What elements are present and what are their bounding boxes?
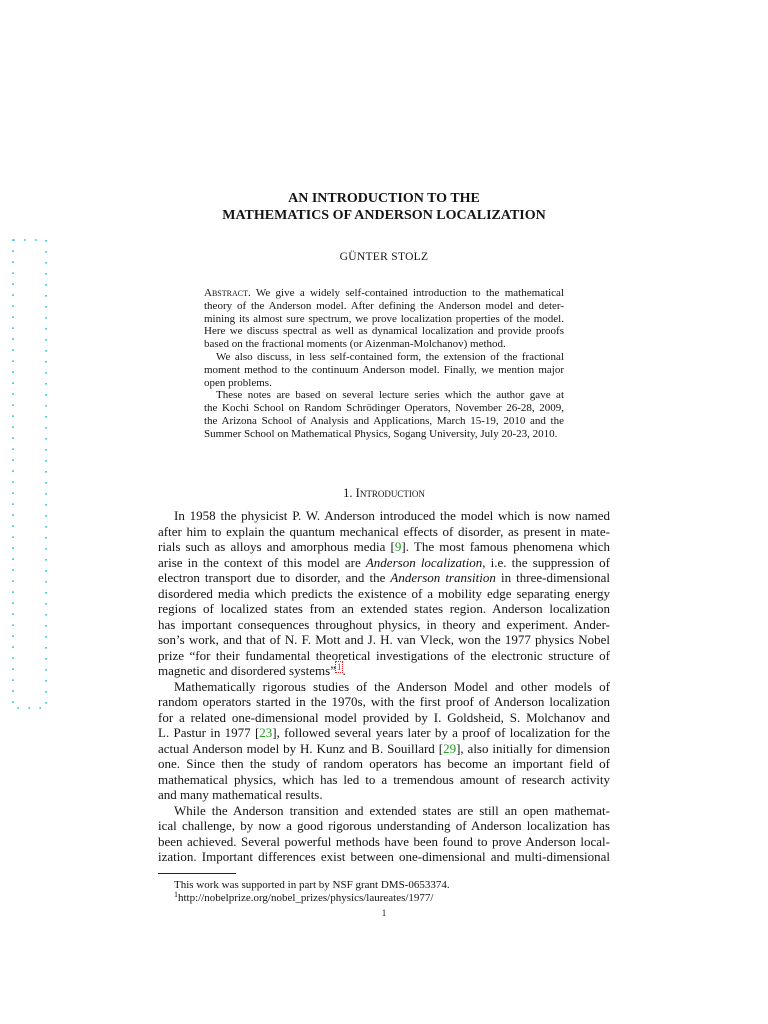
text-run: ], also initially for dimension	[456, 740, 610, 756]
abstract	[204, 287, 564, 441]
text-line	[158, 741, 610, 757]
paragraph	[204, 351, 564, 389]
text-line	[158, 803, 610, 819]
text-run: son’s work, and that of N. F. Mott and J. H. van Vleck, won the 1977 physics Nobel	[158, 632, 610, 647]
text-run: Summer School on Mathematical Physics, Sogang University, July 20-23, 2010.	[204, 427, 558, 440]
text-line	[158, 570, 610, 586]
text-line	[158, 617, 610, 633]
footnote-1	[174, 892, 614, 905]
text-line	[158, 648, 610, 664]
text-run: and many mathematical results.	[158, 787, 323, 802]
text-line	[158, 710, 610, 726]
text-run: ], followed several years later by a proof of localization for the	[272, 725, 610, 740]
text-line	[158, 694, 610, 710]
abstract-label: Abstract.	[204, 287, 251, 299]
text-line	[204, 338, 564, 351]
text-run: one. Since then the study of random operators has become an important field of	[158, 756, 610, 771]
text-line	[204, 287, 564, 300]
footnote-marker: 1	[174, 890, 178, 899]
paragraph	[158, 508, 610, 679]
text-run: open problems.	[204, 376, 272, 389]
text-run: We also discuss, in less self-contained form, the extension of the fractional	[216, 350, 564, 363]
paragraph	[158, 803, 610, 865]
page-number: 1	[381, 908, 387, 918]
footnote-ref-link[interactable]: 1	[336, 662, 342, 672]
text-line	[204, 428, 564, 441]
text-line	[204, 313, 564, 326]
text-line	[204, 402, 564, 415]
text-run: for a related one-dimensional model provided by I. Goldsheid, S. Molchanov and	[158, 709, 610, 725]
text-run: theory of the Anderson model. After defining the Anderson model and deter-	[204, 299, 564, 312]
text-line	[158, 679, 610, 695]
title-line: AN INTRODUCTION TO THE	[288, 191, 480, 206]
text-run: based on the fractional moments (or Aizenman-Molchanov) method.	[204, 338, 506, 351]
paragraph	[158, 679, 610, 803]
text-run: In 1958 the physicist P. W. Anderson introduced the model which is now named	[174, 508, 610, 523]
footnote-text: This work was supported in part by NSF grant DMS-0653374.	[174, 879, 450, 891]
citation-link[interactable]: 29	[443, 740, 457, 756]
text-run: disordered media which predicts the existence of a mobility edge separating energy	[158, 585, 610, 601]
text-run: has important consequences throughout physics, in theory and experiment. Ander-	[158, 616, 610, 632]
text-run: been achieved. Several powerful methods have been found to prove Anderson local-	[158, 833, 610, 849]
citation-link[interactable]: 23	[259, 725, 273, 740]
title-line: MATHEMATICS OF ANDERSON LOCALIZATION	[222, 208, 546, 223]
dotted-border	[13, 240, 46, 708]
paragraph	[204, 287, 564, 351]
text-line	[204, 364, 564, 377]
text-line	[158, 555, 610, 571]
text-run: rials such as alloys and amorphous media [	[158, 539, 395, 554]
text-run: the Kochi School on Random Schrödinger Operators, November 26-28, 2009,	[204, 402, 564, 415]
text-line	[158, 508, 610, 524]
text-run: mathematical physics, which has led to a tremendous amount of research activity	[158, 771, 610, 787]
paper-title	[0, 190, 768, 224]
text-run: ]. The most famous phenomena which	[401, 539, 610, 554]
text-line	[158, 772, 610, 788]
text-run: electron transport due to disorder, and the	[158, 570, 391, 585]
text-run: .	[342, 663, 346, 678]
text-run: after him to explain the quantum mechanical effects of disorder, as present in mate-	[158, 523, 610, 539]
section-number: 1.	[343, 486, 353, 500]
text-run: arise in the context of this model are	[158, 554, 366, 570]
text-run: These notes are based on several lecture series which the author gave at	[216, 389, 564, 402]
emphasized-term: Anderson transition	[390, 570, 496, 585]
text-run: random operators started in the 1970s, with the first proof of Anderson localization	[158, 694, 610, 709]
text-line	[158, 818, 610, 834]
text-run: We give a widely self-contained introduction to the mathematical	[250, 287, 564, 299]
text-run: magnetic and disordered systems”	[158, 663, 336, 678]
emphasized-term: Anderson localization	[365, 554, 483, 570]
text-line	[204, 325, 564, 338]
text-line	[158, 834, 610, 850]
funding-footnote	[174, 879, 614, 892]
text-run: L. Pastur in 1977 [	[158, 725, 260, 740]
text-line	[204, 377, 564, 390]
text-line	[158, 524, 610, 540]
text-run: ical challenge, by now a good rigorous understanding of Anderson localization has	[158, 818, 610, 833]
text-run: the Arizona School of Analysis and Applications, March 15-19, 2010 and the	[204, 414, 564, 427]
text-run: , i.e. the suppression of	[482, 554, 610, 570]
text-run: in three-dimensional	[495, 570, 610, 585]
text-line	[158, 787, 610, 803]
footnote-rule	[158, 873, 236, 874]
text-run: mining its almost sure spectrum, we prove localization properties of the model.	[204, 312, 564, 325]
text-run: Here we discuss spectral as well as dynamical localization and provide proofs	[204, 325, 564, 338]
text-run: actual Anderson model by H. Kunz and B. Souillard [	[158, 740, 444, 756]
text-line	[158, 601, 610, 617]
text-line	[204, 389, 564, 402]
text-run: prize “for their fundamental theoretical investigations of the electronic structure of	[158, 647, 610, 663]
body-text	[158, 508, 610, 865]
text-line	[158, 586, 610, 602]
text-line	[158, 632, 610, 648]
text-run: ization. Important differences exist between one-dimensional and multi-dimensional	[158, 849, 610, 864]
footnotes	[174, 879, 614, 905]
paragraph	[204, 389, 564, 440]
text-line	[158, 663, 610, 679]
author-name: GÜNTER STOLZ	[339, 251, 429, 263]
nobel-prize-url-link[interactable]: http://nobelprize.org/nobel_prizes/physics/laureates/1977/	[178, 892, 434, 904]
text-line	[204, 300, 564, 313]
text-line	[204, 351, 564, 364]
text-run: regions of localized states from an extended states region. Anderson localization	[158, 601, 610, 616]
section-heading	[0, 486, 768, 500]
text-run: While the Anderson transition and extended states are still an open mathemat-	[174, 802, 610, 818]
text-run: moment method to the continuum Anderson model. Finally, we mention major	[204, 363, 564, 376]
text-line	[158, 756, 610, 772]
arxiv-sidebar-placeholder	[10, 237, 50, 713]
text-line	[204, 415, 564, 428]
text-run: Mathematically rigorous studies of the Anderson Model and other models of	[174, 678, 610, 694]
text-line	[158, 725, 610, 741]
text-line	[158, 539, 610, 555]
section-title: Introduction	[355, 486, 425, 500]
text-line	[158, 849, 610, 865]
citation-link[interactable]: 9	[394, 539, 402, 554]
